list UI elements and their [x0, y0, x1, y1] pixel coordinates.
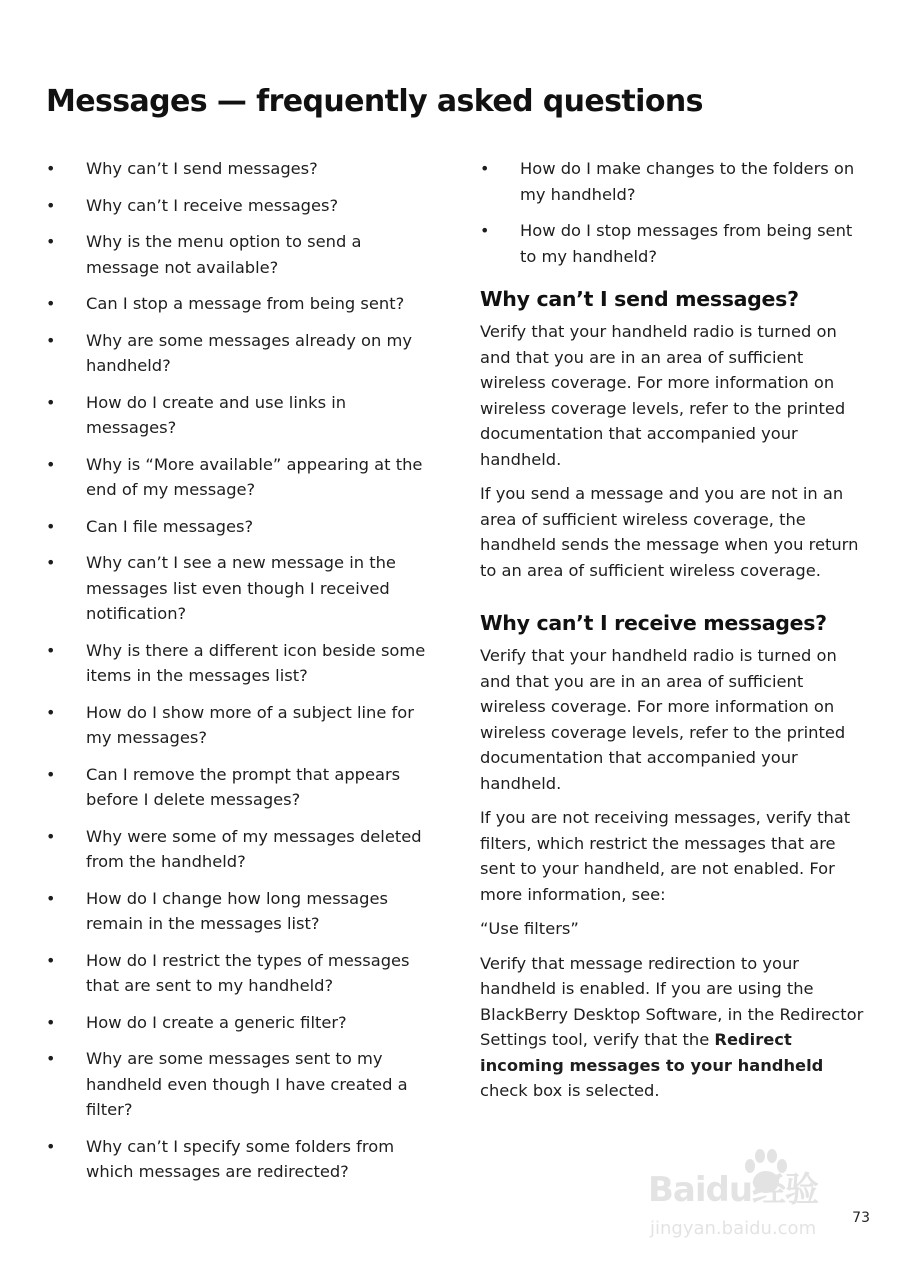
bullet-icon: • — [46, 1049, 56, 1068]
faq-item-text: Why is there a different icon beside some items in the messages list? — [86, 640, 426, 685]
faq-item-text: How do I change how long messages remain in the messages list? — [86, 888, 388, 933]
left-column — [46, 156, 438, 1196]
faq-item-text: Why can’t I send messages? — [86, 159, 318, 178]
faq-item-text: How do I create and use links in messages? — [86, 392, 347, 437]
faq-item-text: Can I stop a message from being sent? — [86, 294, 405, 313]
faq-item-text: Why can’t I receive messages? — [86, 195, 339, 215]
receive-paragraph-4 — [480, 951, 872, 1104]
faq-item — [46, 328, 438, 379]
bullet-icon: • — [46, 826, 56, 846]
receive-paragraph-4-end: check box is selected. — [480, 1081, 660, 1100]
watermark-url: jingyan.baidu.com — [650, 1218, 817, 1239]
faq-item — [46, 229, 438, 280]
send-paragraph-1: Verify that your handheld radio is turned on and that you are in an area of sufficient wireless coverage. For more information on wireless coverage levels, refer to the printed documentation that accompanied your handheld. — [480, 322, 846, 469]
bullet-icon: • — [46, 232, 56, 251]
section-heading-receive: Why can’t I receive messages? — [480, 611, 827, 635]
bullet-icon: • — [46, 950, 56, 970]
bullet-icon: • — [46, 1136, 56, 1156]
baidu-watermark — [648, 1142, 878, 1252]
faq-item-text: How do I create a generic filter? — [86, 1012, 347, 1032]
bullet-icon: • — [480, 159, 490, 178]
bullet-icon: • — [46, 702, 56, 722]
bullet-icon: • — [46, 764, 56, 784]
faq-item-text: Why can’t I specify some folders from which messages are redirected? — [86, 1136, 395, 1181]
faq-item-text: Why are some messages already on my handheld? — [86, 330, 412, 375]
bullet-icon: • — [46, 1012, 56, 1032]
page-number: 73 — [852, 1210, 870, 1226]
bullet-icon: • — [46, 640, 56, 660]
faq-item-text: Why is the menu option to send a message not available? — [86, 232, 362, 277]
send-paragraph-2: If you send a message and you are not in an area of sufficient wireless coverage, the handheld sends the message when you return to an area of sufficient wireless coverage. — [480, 484, 859, 580]
faq-item — [46, 452, 438, 503]
bullet-icon: • — [46, 888, 56, 908]
faq-item — [46, 390, 438, 441]
receive-paragraph-2: If you are not receiving messages, verify that filters, which restrict the messages that are sent to your handheld, are not enabled. For more information, see: — [480, 808, 851, 904]
faq-item-text: How do I show more of a subject line for my messages? — [86, 702, 414, 747]
faq-item-text: Why are some messages sent to my handheld even though I have created a filter? — [86, 1049, 408, 1119]
faq-item — [46, 1010, 438, 1036]
receive-paragraph-4-start: Verify that message redirection to your handheld is enabled. If you are using the BlackBerry Desktop Software, in the Redirector Settings tool, verify that the — [480, 953, 864, 1049]
faq-item — [46, 762, 438, 813]
faq-item-text: Can I remove the prompt that appears before I delete messages? — [86, 764, 401, 809]
bullet-icon: • — [46, 195, 56, 215]
bullet-icon: • — [46, 454, 56, 474]
faq-item — [480, 156, 872, 207]
faq-item — [46, 514, 438, 540]
right-column — [480, 156, 872, 1113]
faq-item-text: Why can’t I see a new message in the messages list even though I received notification? — [86, 553, 396, 623]
faq-list-left — [46, 156, 438, 1185]
bullet-icon: • — [46, 392, 56, 412]
faq-item — [46, 886, 438, 937]
faq-item — [46, 291, 438, 317]
section-heading-send: Why can’t I send messages? — [480, 287, 799, 311]
faq-item — [46, 1046, 438, 1123]
bullet-icon: • — [46, 330, 56, 350]
faq-item-text: How do I restrict the types of messages that are sent to my handheld? — [86, 950, 410, 995]
faq-item — [46, 824, 438, 875]
bullet-icon: • — [480, 221, 490, 240]
use-filters-reference: “Use filters” — [480, 919, 579, 938]
faq-item — [46, 156, 438, 182]
faq-item-text: Why were some of my messages deleted from the handheld? — [86, 826, 422, 871]
faq-item — [46, 948, 438, 999]
faq-item-text: Why is “More available” appearing at the end of my message? — [86, 454, 423, 499]
faq-item — [480, 218, 872, 269]
page-title: Messages — frequently asked questions — [46, 84, 703, 119]
faq-item — [46, 638, 438, 689]
bullet-icon: • — [46, 553, 56, 572]
receive-paragraph-1: Verify that your handheld radio is turned on and that you are in an area of sufficient wireless coverage. For more information on wireless coverage levels, refer to the printed documentation that accompanied your handheld. — [480, 646, 846, 793]
faq-item — [46, 700, 438, 751]
redirect-checkbox-label: Redirect incoming messages to your handheld — [480, 1030, 824, 1075]
watermark-brand: Baidu经验 — [648, 1170, 819, 1210]
bullet-icon: • — [46, 516, 56, 536]
faq-list-right — [480, 156, 872, 269]
faq-item-text: Can I file messages? — [86, 516, 254, 536]
bullet-icon: • — [46, 159, 56, 178]
faq-item-text: How do I stop messages from being sent to my handheld? — [520, 221, 853, 266]
faq-item — [46, 1134, 438, 1185]
faq-item-text: How do I make changes to the folders on my handheld? — [520, 159, 855, 204]
faq-item — [46, 550, 438, 627]
faq-item — [46, 193, 438, 219]
bullet-icon: • — [46, 294, 56, 313]
